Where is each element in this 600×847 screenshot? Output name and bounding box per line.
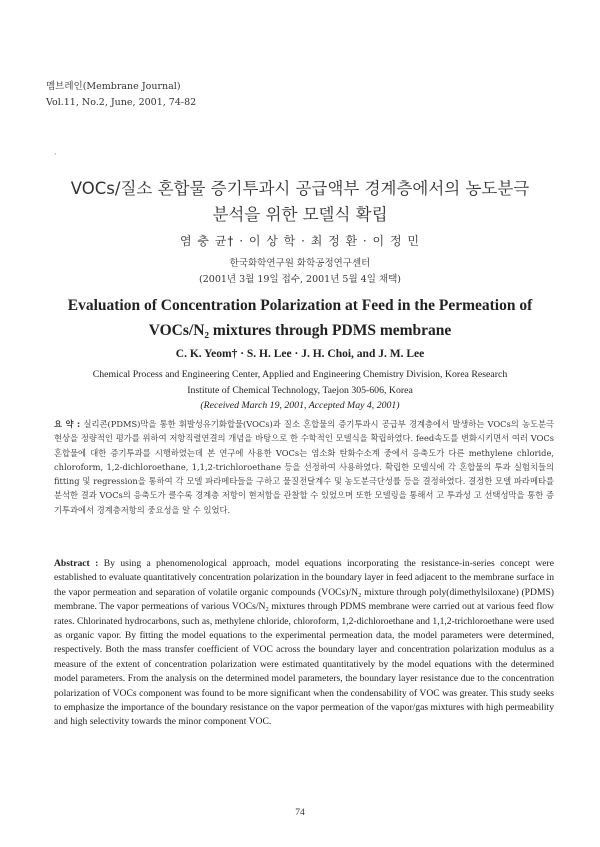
english-abstract-label: Abstract : [54,558,99,569]
korean-abstract [54,417,554,517]
english-affiliation-line1: Chemical Process and Engineering Center, Applied and Engineering Chemistry Division, Korea Research [92,369,508,380]
korean-dates: (2001년 3월 19일 접수, 2001년 5월 4일 채택) [199,274,401,285]
english-abstract-text: By using a phenomenological approach, model equations incorporating the resistance-in-series concept were established to evaluate quantitatively concentration polarization in the boundary layer in feed adjacent to the membrane surface in the vapor permeation and separation of volatile organic compounds (VOCs)/N₂ mixture through poly(dimethylsiloxane) (PDMS) membrane. The vapor permeations of various VOCs/N₂ mixtures through PDMS membrane were carried out at various feed flow rates. Chlorinated hydrocarbons, such as, methylene chloride, chloroform, 1,2-dichloroethane and 1,1,2-trichloroethane were used as organic vapor. By fitting the model equations to the experimental permeation data, the model parameters were determined, respectively. Both the mass transfer coefficient of VOC across the boundary layer and concentration polarization modulus as a measure of the extent of concentration polarization were estimated quantitatively by the model equations with the determined model parameters. From the analysis on the determined model parameters, the boundary layer resistance due to the concentration polarization of VOCs component was found to be more significant when the condensability of VOC was greater. This study seeks to emphasize the importance of the boundary resistance on the vapor permeation of the vapor/gas mixtures with high permeability and high selectivity towards the minor component VOC. [54,558,554,728]
korean-title-line1: VOCs/질소 혼합물 증기투과시 공급액부 경계층에서의 농도분극 [70,179,530,198]
journal-header [46,79,196,111]
korean-title-line2: 분석을 위한 모델식 확립 [212,205,388,224]
english-title-line2: VOCs/N₂ mixtures through PDMS membrane [148,322,452,339]
english-title [0,293,600,343]
journal-volume: Vol.11, No.2, June, 2001, 74-82 [46,97,197,108]
english-title-line1: Evaluation of Concentration Polarization at Feed in the Permeation of [67,297,533,314]
korean-abstract-label: 요 약 : [54,419,81,429]
korean-abstract-text: 실리콘(PDMS)막을 통한 휘발성유기화합물(VOCs)과 질소 혼합물의 증기투과시 공급부 경계층에서 발생하는 VOCs의 농도분극 현상을 정량적인 평가를 위하여 저항직렬연결의 개념을 바탕으로 한 수학적인 모델식을 확립하였다. feed속도를 변화시키면서 여러 VOCs 혼합물에 대한 증기투과를 시행하였는데 본 연구에 사용한 VOCs는 염소화 탄화수소계 중에서 응축도가 다른 methylene chloride, chloroform, 1,2-dichloroethane, 1,1,2-trichloroethane 등을 선정하여 사용하였다. 확립한 모델식에 각 혼합물의 투과 실험치들의 fitting 및 regression을 통하여 각 모델 파라메타들을 구하고 물질전달계수 및 농도분극단성률 등을 결정하였다. 결정한 모델 파라메타를 분석한 결과 VOCs의 응축도가 클수록 경계층 저항이 현저함을 관찰할 수 있었으며 또한 모델링을 통해서 고 투과성 고 선택성막을 통한 증기투과에서 경계층저항의 중요성을 알 수 있었다. [54,419,555,515]
english-affiliation-line2: Institute of Chemical Technology, Taejon 305-606, Korea [187,384,413,396]
english-affiliation [0,367,600,414]
english-authors: C. K. Yeom† · S. H. Lee · J. H. Choi, and J. M. Lee [175,348,425,360]
korean-institute: 한국화학연구원 화학공정연구센터 [229,258,371,269]
english-abstract [54,557,554,730]
stray-mark: · [54,150,57,159]
korean-affiliation [0,256,600,288]
journal-name: 멤브레인(Membrane Journal) [46,81,181,92]
korean-title [0,176,600,228]
page-number: 74 [295,808,305,818]
received-dates: (Received March 19, 2001, Accepted May 4, 2001) [200,400,400,411]
korean-authors: 염 충 균† · 이 상 학 · 최 정 환 · 이 정 민 [180,234,420,248]
